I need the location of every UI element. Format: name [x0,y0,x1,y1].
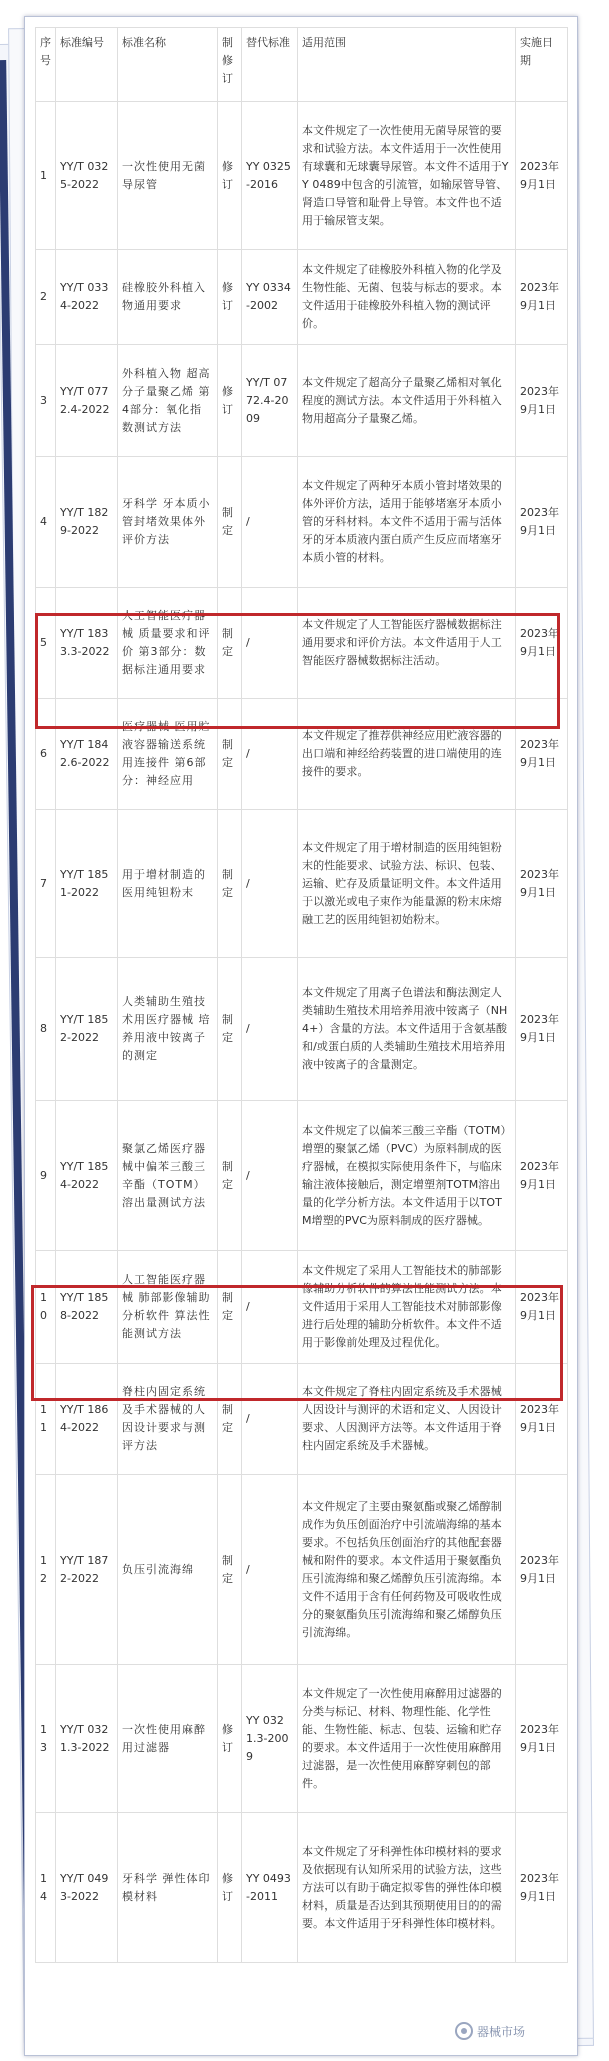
row-code: YY/T 1858-2022 [56,1251,118,1364]
row-name: 一次性使用麻醉用过滤器 [118,1665,218,1813]
row-date: 2023年9月1日 [516,958,568,1101]
table-row [36,1364,568,1475]
row-code: YY/T 0334-2022 [56,250,118,345]
row-mode: 制定 [218,588,242,699]
row-mode: 制定 [218,457,242,588]
row-code: YY/T 1854-2022 [56,1101,118,1251]
row-scope: 本文件规定了一次性使用无菌导尿管的要求和试验方法。本文件适用于一次性使用有球囊和无球囊导尿管。本文件不适用于YY 0489中包含的引流管，如输尿管导管、肾造口导管和耻骨上导管。本文件也不适用于输尿管支架。 [298,102,516,250]
header-mode: 制修订 [218,28,242,102]
header-date: 实施日期 [516,28,568,102]
row-code: YY/T 1852-2022 [56,958,118,1101]
row-date: 2023年9月1日 [516,588,568,699]
header-scope: 适用范围 [298,28,516,102]
row-replace: / [242,699,298,810]
row-code: YY/T 1864-2022 [56,1364,118,1475]
table-row [36,345,568,457]
table-row [36,1251,568,1364]
row-mode: 制定 [218,1101,242,1251]
table-row [36,1813,568,1963]
row-name: 人类辅助生殖技术用医疗器械 培养用液中铵离子的测定 [118,958,218,1101]
table-row [36,1665,568,1813]
row-no: 5 [36,588,56,699]
row-code: YY/T 1833.3-2022 [56,588,118,699]
row-name: 牙科学 牙本质小管封堵效果体外评价方法 [118,457,218,588]
row-scope: 本文件规定了采用人工智能技术的肺部影像辅助分析软件的算法性能测试方法。本文件适用于采用人工智能技术对肺部影像进行后处理的辅助分析软件。本文件不适用于影像前处理及过程优化。 [298,1251,516,1364]
row-scope: 本文件规定了人工智能医疗器械数据标注通用要求和评价方法。本文件适用于人工智能医疗器械数据标注活动。 [298,588,516,699]
row-mode: 修订 [218,345,242,457]
row-mode: 制定 [218,699,242,810]
row-replace: YY 0325-2016 [242,102,298,250]
wechat-logo-icon [455,2022,473,2040]
header-name: 标准名称 [118,28,218,102]
row-no: 4 [36,457,56,588]
row-no: 8 [36,958,56,1101]
row-date: 2023年9月1日 [516,1475,568,1665]
row-name: 聚氯乙烯医疗器械中偏苯三酸三辛酯（TOTM）溶出量测试方法 [118,1101,218,1251]
table-header-row [36,28,568,102]
row-scope: 本文件规定了一次性使用麻醉用过滤器的分类与标记、材料、物理性能、化学性能、生物性能、标志、包装、运输和贮存的要求。本文件适用于一次性使用麻醉用过滤器，是一次性使用麻醉穿刺包的部件。 [298,1665,516,1813]
row-mode: 制定 [218,1364,242,1475]
watermark [455,2022,525,2040]
row-scope: 本文件规定了用于增材制造的医用纯钽粉末的性能要求、试验方法、标识、包装、运输、贮存及质量证明文件。本文件适用于以激光或电子束作为能量源的粉末床熔融工艺的医用纯钽初始粉末。 [298,810,516,958]
row-replace: YY 0334-2002 [242,250,298,345]
row-replace: YY/T 0772.4-2009 [242,345,298,457]
row-code: YY/T 1851-2022 [56,810,118,958]
row-name: 牙科学 弹性体印模材料 [118,1813,218,1963]
row-name: 用于增材制造的医用纯钽粉末 [118,810,218,958]
row-no: 12 [36,1475,56,1665]
table-row [36,958,568,1101]
row-replace: YY 0493-2011 [242,1813,298,1963]
row-scope: 本文件规定了超高分子量聚乙烯相对氧化程度的测试方法。本文件适用于外科植入物用超高分子量聚乙烯。 [298,345,516,457]
row-date: 2023年9月1日 [516,810,568,958]
row-date: 2023年9月1日 [516,1813,568,1963]
row-date: 2023年9月1日 [516,457,568,588]
row-scope: 本文件规定了用离子色谱法和酶法测定人类辅助生殖技术用培养用液中铵离子（NH4+）含量的方法。本文件适用于含氨基酸和/或蛋白质的人类辅助生殖技术用培养用液中铵离子的含量测定。 [298,958,516,1101]
table-row [36,250,568,345]
row-scope: 本文件规定了推荐供神经应用贮液容器的出口端和神经给药装置的进口端使用的连接件的要求。 [298,699,516,810]
table-row [36,1475,568,1665]
row-mode: 制定 [218,958,242,1101]
table-row [36,699,568,810]
row-mode: 修订 [218,1813,242,1963]
table-row [36,588,568,699]
row-code: YY/T 0772.4-2022 [56,345,118,457]
row-replace: / [242,1251,298,1364]
row-no: 14 [36,1813,56,1963]
row-no: 9 [36,1101,56,1251]
document-sheet [24,16,578,2056]
row-mode: 制定 [218,810,242,958]
row-name: 医疗器械 医用贮液容器输送系统用连接件 第6部分：神经应用 [118,699,218,810]
row-replace: / [242,810,298,958]
table-row [36,810,568,958]
row-name: 脊柱内固定系统及手术器械的人因设计要求与测评方法 [118,1364,218,1475]
row-mode: 制定 [218,1475,242,1665]
row-scope: 本文件规定了硅橡胶外科植入物的化学及生物性能、无菌、包装与标志的要求。本文件适用于硅橡胶外科植入物的测试评价。 [298,250,516,345]
row-scope: 本文件规定了牙科弹性体印模材料的要求及依据现有认知所采用的试验方法，这些方法可以有助于确定拟零售的弹性体印模材料，质量是否达到其预期使用目的的需要。本文件适用于牙科弹性体印模材料。 [298,1813,516,1963]
row-date: 2023年9月1日 [516,250,568,345]
row-name: 人工智能医疗器械 肺部影像辅助分析软件 算法性能测试方法 [118,1251,218,1364]
header-no: 序号 [36,28,56,102]
row-no: 11 [36,1364,56,1475]
row-date: 2023年9月1日 [516,699,568,810]
row-code: YY/T 0493-2022 [56,1813,118,1963]
row-mode: 修订 [218,102,242,250]
row-replace: / [242,588,298,699]
row-mode: 修订 [218,250,242,345]
row-mode: 修订 [218,1665,242,1813]
row-name: 负压引流海绵 [118,1475,218,1665]
row-replace: / [242,958,298,1101]
row-scope: 本文件规定了主要由聚氨酯或聚乙烯醇制成作为负压创面治疗中引流端海绵的基本要求。不包括负压创面治疗的其他配套器械和附件的要求。本文件适用于聚氨酯负压引流海绵和聚乙烯醇负压引流海绵。本文件不适用于含有任何药物及可吸收性成分的聚氨酯负压引流海绵和聚乙烯醇负压引流海绵。 [298,1475,516,1665]
row-date: 2023年9月1日 [516,1251,568,1364]
row-code: YY/T 1872-2022 [56,1475,118,1665]
row-date: 2023年9月1日 [516,1364,568,1475]
row-no: 3 [36,345,56,457]
row-scope: 本文件规定了以偏苯三酸三辛酯（TOTM）增塑的聚氯乙烯（PVC）为原料制成的医疗器械，在模拟实际使用条件下，与临床输注液体接触后，测定增塑剂TOTM溶出量的化学分析方法。本文件适用于以TOTM增塑的PVC为原料制成的医疗器械。 [298,1101,516,1251]
row-code: YY/T 1829-2022 [56,457,118,588]
row-no: 13 [36,1665,56,1813]
row-replace: / [242,457,298,588]
row-scope: 本文件规定了脊柱内固定系统及手术器械人因设计与测评的术语和定义、人因设计要求、人因测评方法等。本文件适用于脊柱内固定系统及手术器械。 [298,1364,516,1475]
row-code: YY/T 0325-2022 [56,102,118,250]
row-code: YY/T 1842.6-2022 [56,699,118,810]
row-name: 硅橡胶外科植入物通用要求 [118,250,218,345]
table-row [36,1101,568,1251]
row-date: 2023年9月1日 [516,1101,568,1251]
row-name: 一次性使用无菌导尿管 [118,102,218,250]
row-mode: 制定 [218,1251,242,1364]
row-name: 人工智能医疗器械 质量要求和评价 第3部分：数据标注通用要求 [118,588,218,699]
row-no: 10 [36,1251,56,1364]
row-date: 2023年9月1日 [516,1665,568,1813]
table-row [36,457,568,588]
row-replace: / [242,1475,298,1665]
row-date: 2023年9月1日 [516,345,568,457]
row-scope: 本文件规定了两种牙本质小管封堵效果的体外评价方法，适用于能够堵塞牙本质小管的牙科材料。本文件不适用于需与活体牙的牙本质液内蛋白质产生反应而堵塞牙本质小管的材料。 [298,457,516,588]
row-replace: / [242,1101,298,1251]
row-no: 7 [36,810,56,958]
row-replace: / [242,1364,298,1475]
standards-table [35,27,568,1963]
row-code: YY/T 0321.3-2022 [56,1665,118,1813]
row-no: 2 [36,250,56,345]
header-code: 标准编号 [56,28,118,102]
watermark-text: 器械市场 [477,2024,526,2039]
row-replace: YY 0321.3-2009 [242,1665,298,1813]
row-no: 6 [36,699,56,810]
header-replace: 替代标准 [242,28,298,102]
row-date: 2023年9月1日 [516,102,568,250]
table-row [36,102,568,250]
row-no: 1 [36,102,56,250]
row-name: 外科植入物 超高分子量聚乙烯 第4部分：氧化指数测试方法 [118,345,218,457]
